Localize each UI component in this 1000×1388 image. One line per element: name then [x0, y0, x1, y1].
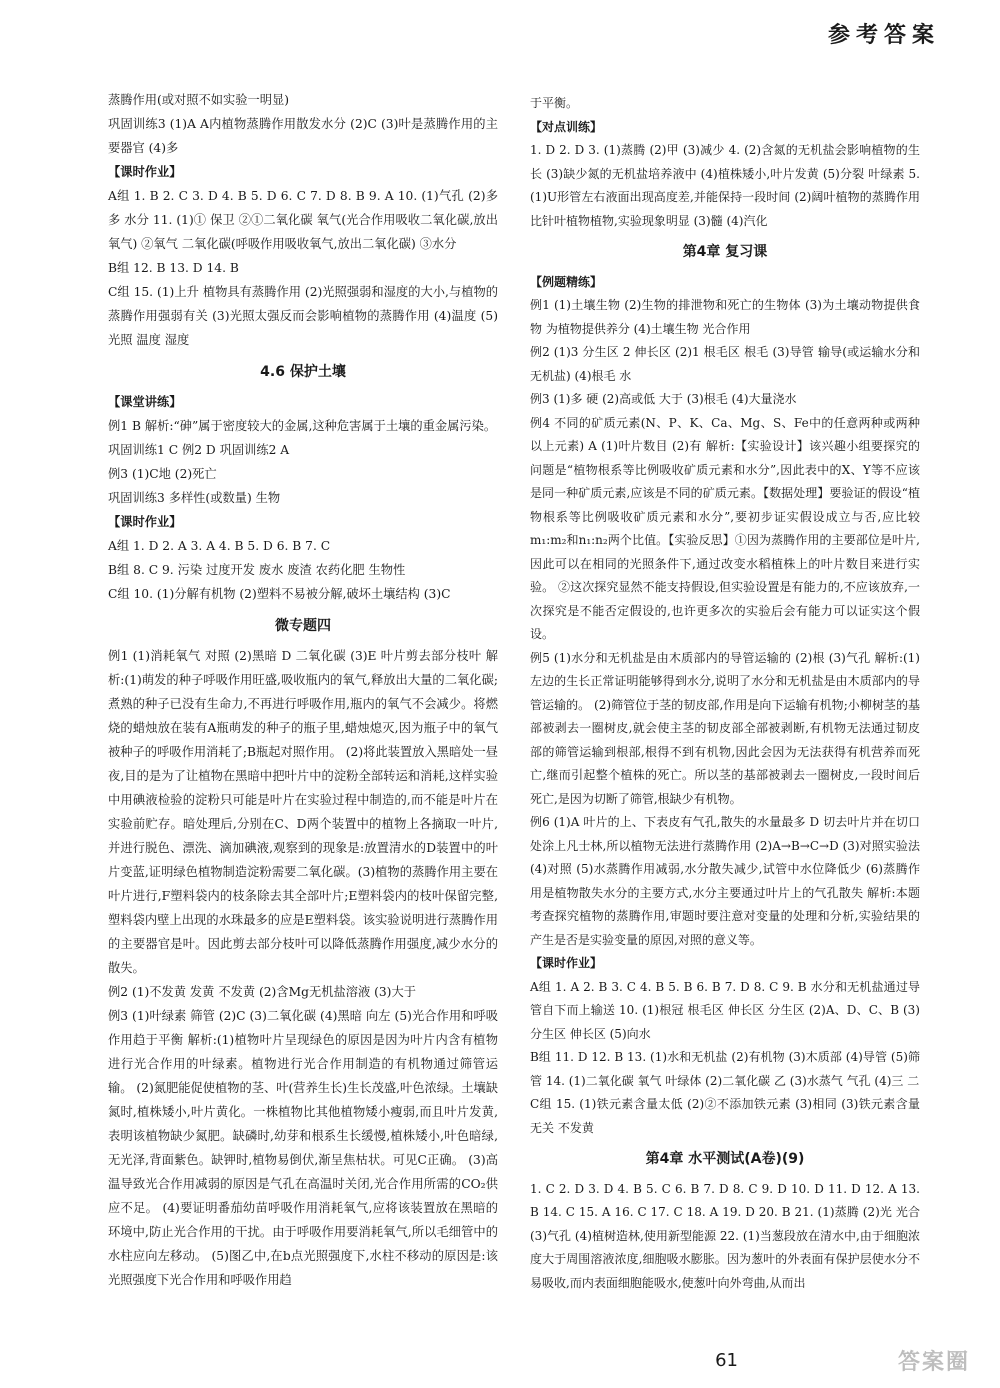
answer-paragraph: 例4 不同的矿质元素(N、P、K、Ca、Mg、S、Fe中的任意两种或两种以上元素) A (1)叶片数目 (2)有 解析:【实验设计】该兴趣小组要探究的问题是“植物根系等比例吸收矿质元素和水分”,因此表中的X、Y等不应该是同一种矿质元素,应该是不同的矿质元素。【数据处理】要验证的假设“植物根系等比例吸收矿质元素和水分”,要初步证实假设成立与否,应比较m₁:m₂和n₁:n₂两个比值。【实验反思】①因为蒸腾作用的主要部位是叶片,因此可以在相同的光照条件下,通过改变水稻植株上的叶片数目来进行实验。 ②这次探究显然不能支持假设,但实验设置是有能力的,不应该放弃,一次探究是不能否定假设的,也许更多次的实验后会有能力可以证实这个假设。	[530, 415, 920, 641]
answer-paragraph: B组 11. D 12. B 13. (1)水和无机盐 (2)有机物 (3)木质部 (4)导管 (5)筛管 14. (1)二氧化碳 氧气 叶绿体 (2)二氧化碳 乙 (3)水蒸气 气孔 (4)三 二	[530, 1050, 920, 1088]
answer-paragraph: C组 10. (1)分解有机物 (2)塑料不易被分解,破坏土壤结构 (3)C	[108, 587, 451, 601]
answer-paragraph: 例2 (1)不发黄 发黄 不发黄 (2)含Mg无机盐溶液 (3)大于	[108, 985, 416, 999]
answer-paragraph: 巩固训练3 多样性(或数量) 生物	[108, 491, 281, 505]
answer-paragraph: A组 1. B 2. C 3. D 4. B 5. D 6. C 7. D 8. B 9. A 10. (1)气孔 (2)多 多 水分 11. (1)① 保卫 ②①二氧化碳 氧气(光合作用吸收二氧化碳,放出氧气) ②氧气 二氧化碳(呼吸作用吸收氧气,放出二氧化碳) ③水分	[108, 189, 498, 251]
answer-paragraph: 例1 (1)土壤生物 (2)生物的排泄物和死亡的生物体 (3)为土壤动物提供食物 为植物提供养分 (4)土壤生物 光合作用	[530, 298, 920, 336]
page-number: 61	[715, 1350, 738, 1371]
answer-paragraph: 例5 (1)水分和无机盐是由木质部内的导管运输的 (2)根 (3)气孔 解析:(1)左边的生长正常证明能够得到水分,说明了水分和无机盐是由木质部内的导管运输的。 (2)筛管位于茎的韧皮部,作用是向下运输有机物;小柳树茎的基部被剥去一圈树皮,就会使主茎的韧皮部全部被剥断,有机物无法通过韧皮部的筛管运输到根部,根得不到有机物,因此会因为无法获得有机营养而死亡,继而引起整个植株的死亡。所以茎的基部被剥去一圈树皮,一段时间后死亡,是因为切断了筛管,根缺少有机物。	[530, 650, 920, 806]
answer-paragraph: 例1 (1)消耗氧气 对照 (2)黑暗 D 二氧化碳 (3)E 叶片剪去部分枝叶 解析:(1)萌发的种子呼吸作用旺盛,吸收瓶内的氧气,释放出大量的二氧化碳;煮熟的种子已没有生命力,不再进行呼吸作用,瓶内的氧气不会减少。将燃烧的蜡烛放在装有A瓶萌发的种子的瓶子里,蜡烛熄灭,因为瓶子中的氧气被种子的呼吸作用消耗了;B瓶起对照作用。 (2)将此装置放入黑暗处一昼夜,目的是为了让植物在黑暗中把叶片中的淀粉全部转运和消耗,这样实验中用碘液检验的淀粉只可能是叶片在实验过程中制造的,而不能是叶片在实验前贮存。暗处理后,分别在C、D两个装置中的植物上各摘取一叶片,并进行脱色、漂洗、滴加碘液,观察到的现象是:放置清水的D装置中的叶片变蓝,证明绿色植物制造淀粉需要二氧化碳。(3)植物的蒸腾作用主要在叶片进行,F塑料袋内的枝条除去其全部叶片;E塑料袋内的枝叶保留完整,塑料袋内壁上出现的水珠最多的应是E塑料袋。该实验说明进行蒸腾作用的主要器官是叶。因此剪去部分枝叶可以降低蒸腾作用强度,减少水分的散失。	[108, 649, 498, 975]
section-title: 微专题四	[275, 618, 331, 634]
answer-paragraph: 蒸腾作用(或对照不如实验一明显)	[108, 93, 290, 107]
right-column	[530, 92, 920, 1295]
answer-paragraph: C组 15. (1)上升 植物具有蒸腾作用 (2)光照强弱和湿度的大小,与植物的蒸腾作用强弱有关 (3)光照太强反而会影响植物的蒸腾作用 (4)温度 (5)光照 温度 湿度	[108, 285, 498, 347]
answer-paragraph: B组 12. B 13. D 14. B	[108, 261, 239, 275]
section-label: 【课时作业】	[108, 165, 182, 179]
answer-paragraph: C组 15. (1)铁元素含量太低 (2)②不添加铁元素 (3)相同 (3)铁元素含量无关 不发黄	[530, 1097, 920, 1135]
answer-paragraph: 例3 (1)C地 (2)死亡	[108, 467, 217, 481]
section-title: 第4章 水平测试(A卷)(9)	[645, 1151, 805, 1167]
page-header-title: 参考答案	[827, 23, 940, 48]
answer-paragraph: 巩固训练3 (1)A A内植物蒸腾作用散发水分 (2)C (3)叶是蒸腾作用的主要器官 (4)多	[108, 117, 498, 155]
answer-paragraph: 例2 (1)3 分生区 2 伸长区 (2)1 根毛区 根毛 (3)导管 输导(或运输水分和无机盐) (4)根毛 水	[530, 345, 920, 383]
section-title: 第4章 复习课	[682, 244, 768, 260]
answer-paragraph: 例3 (1)叶绿素 筛管 (2)C (3)二氧化碳 (4)黑暗 向左 (5)光合作用和呼吸作用趋于平衡 解析:(1)植物叶片呈现绿色的原因是因为叶片内含有植物进行光合作用的叶绿素。植物进行光合作用制造的有机物通过筛管运输。 (2)氮肥能促使植物的茎、叶(营养生长)生长茂盛,叶色浓绿。土壤缺氮时,植株矮小,叶片黄化。一株植物比其他植物矮小瘦弱,而且叶片发黄,表明该植物缺少氮肥。缺磷时,幼芽和根系生长缓慢,植株矮小,叶色暗绿,无光泽,背面紫色。缺钾时,植物易倒伏,渐呈焦枯状。可见C正确。 (3)高温导致光合作用减弱的原因是气孔在高温时关闭,光合作用所需的CO₂供应不足。 (4)要证明番茄幼苗呼吸作用消耗氧气,应将该装置放在黑暗的环境中,防止光合作用的干扰。由于呼吸作用要消耗氧气,所以毛细管中的水柱应向左移动。 (5)图乙中,在b点光照强度下,水柱不移动的原因是:该光照强度下光合作用和呼吸作用趋	[108, 1009, 498, 1287]
answer-paragraph: 于平衡。	[530, 96, 579, 110]
answer-paragraph: 例6 (1)A 叶片的上、下表皮有气孔,散失的水量最多 D 切去叶片并在切口处涂上凡士林,所以植物无法进行蒸腾作用 (2)A→B→C→D (3)对照实验法 (4)对照 (5)水蒸腾作用减弱,水分散失减少,试管中水位降低少 (6)蒸腾作用是植物散失水分的主要方式,水分主要通过叶片上的气孔散失 解析:本题考查探究植物的蒸腾作用,审题时要注意对变量的处理和分析,实验结果的产生是否是实验变量的原因,对照的意义等。	[530, 815, 920, 947]
answer-paragraph: B组 8. C 9. 污染 过度开发 废水 废渣 农药化肥 生物性	[108, 563, 406, 577]
answer-paragraph: 1. C 2. D 3. D 4. B 5. C 6. B 7. D 8. C 9. D 10. D 11. D 12. A 13. B 14. C 15. A 16. C 17. C 18. A 19. D 20. B 21. (1)蒸腾 (2)光 光合 (3)气孔 (4)植树造林,使用新型能源 22. (1)当葱段放在清水中,由于细胞浓度大于周围溶液浓度,细胞吸水膨胀。因为葱叶的外表面有保护层使水分不易吸收,而内表面细胞能吸水,使葱叶向外弯曲,从而出	[530, 1181, 920, 1290]
section-label: 【课时作业】	[530, 956, 603, 970]
page-footer	[0, 1345, 1000, 1376]
answer-paragraph: A组 1. D 2. A 3. A 4. B 5. D 6. B 7. C	[108, 539, 331, 553]
watermark-logo: 答案圈	[897, 1350, 970, 1375]
section-label: 【例题精练】	[530, 274, 603, 289]
answer-paragraph: A组 1. A 2. B 3. C 4. B 5. B 6. B 7. D 8. C 9. B 水分和无机盐通过导管自下而上输送 10. (1)根冠 根毛区 伸长区 分生区 (2)A、D、C、B (3)分生区 伸长区 (5)向水	[530, 979, 920, 1041]
answer-paragraph: 1. D 2. D 3. (1)蒸腾 (2)甲 (3)减少 4. (2)含氮的无机盐会影响植物的生长 (3)缺少氮的无机盐培养液中 (4)植株矮小,叶片发黄 (5)分裂 叶绿素 5. (1)U形管左右液面出现高度差,并能保持一段时间 (2)阔叶植物的蒸腾作用比针叶植物植物,实验现象明显 (3)髓 (4)汽化	[530, 143, 920, 228]
section-title: 4.6 保护土壤	[260, 364, 346, 380]
section-label: 【对点训练】	[530, 119, 603, 134]
section-label: 【课时作业】	[108, 515, 182, 529]
section-label: 【课堂讲练】	[108, 395, 182, 409]
answer-paragraph: 例1 B 解析:“砷”属于密度较大的金属,这种危害属于土壤的重金属污染。	[108, 419, 497, 433]
left-column	[108, 88, 498, 1292]
answer-paragraph: 巩固训练1 C 例2 D 巩固训练2 A	[108, 443, 290, 457]
answer-paragraph: 例3 (1)多 硬 (2)高或低 大于 (3)根毛 (4)大量浇水	[530, 392, 797, 406]
